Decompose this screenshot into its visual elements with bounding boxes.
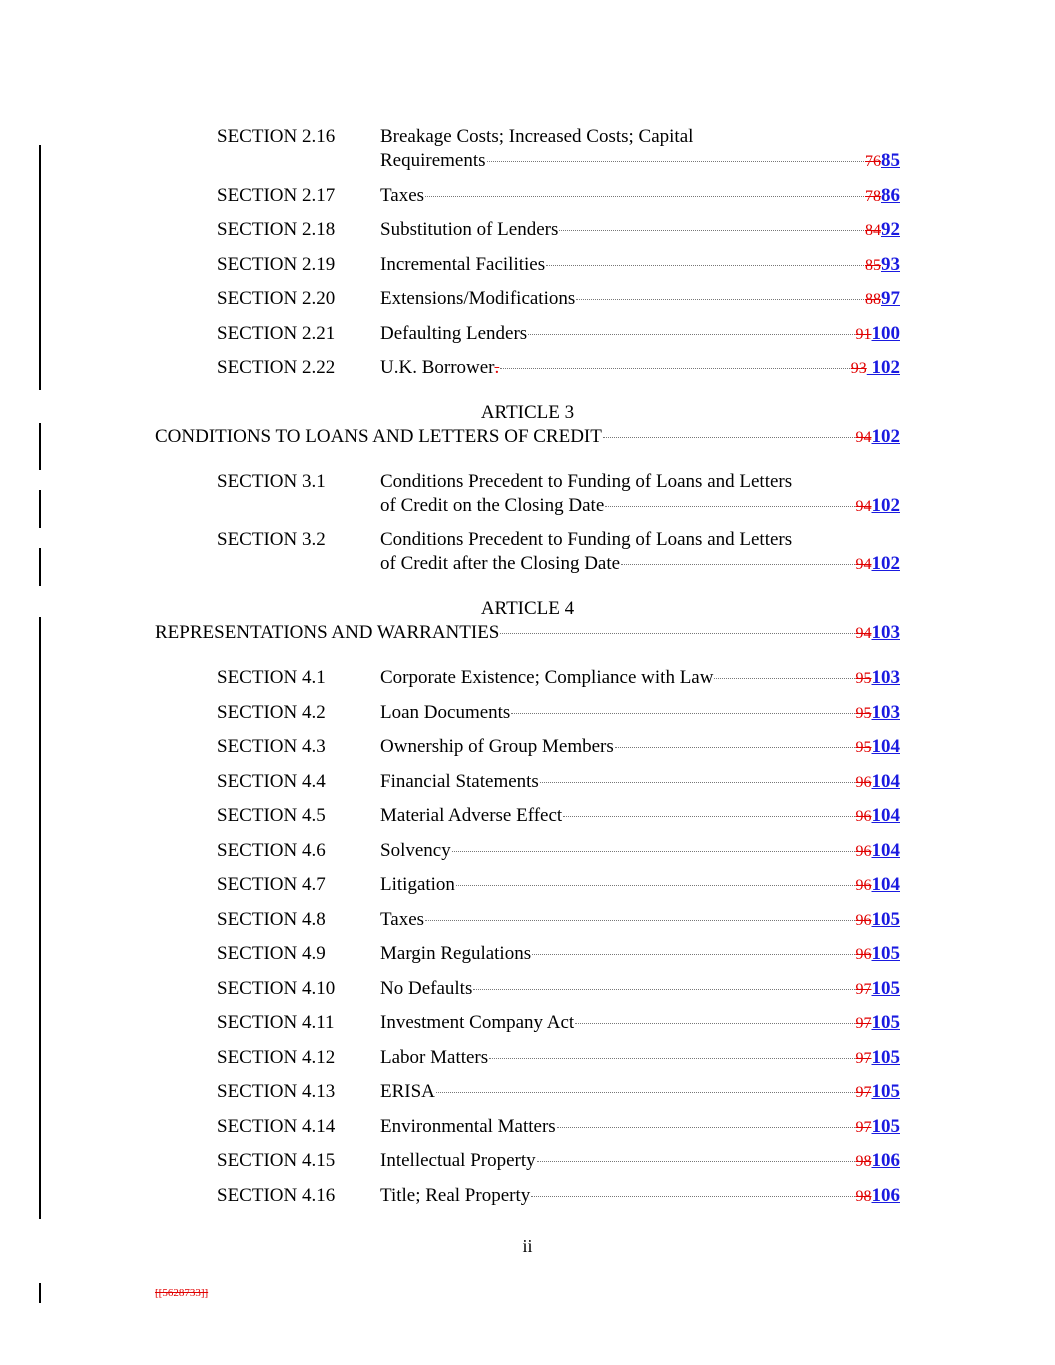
new-page-number: 104	[871, 874, 900, 895]
dot-leader	[425, 196, 864, 197]
toc-entry	[0, 184, 1055, 208]
dot-leader	[500, 368, 849, 369]
section-number: SECTION 4.9	[217, 943, 326, 964]
section-title: Taxes	[380, 185, 425, 206]
section-number: SECTION 2.21	[217, 323, 336, 344]
section-title: No Defaults	[380, 978, 473, 999]
new-page-number: 105	[871, 1081, 900, 1102]
change-bar	[39, 1283, 41, 1303]
dot-leader	[546, 265, 864, 266]
section-title: Ownership of Group Members	[380, 736, 614, 757]
dot-leader	[576, 299, 864, 300]
section-title: Taxes	[380, 909, 425, 930]
section-title-line1: Conditions Precedent to Funding of Loans and Letters	[380, 471, 793, 492]
old-page-number: 94	[855, 556, 872, 573]
document-id: [[5628733]]	[155, 1287, 209, 1299]
section-number: SECTION 2.20	[217, 288, 336, 309]
old-page-number: 84	[865, 222, 881, 239]
section-number: SECTION 4.5	[217, 805, 326, 826]
new-page-number: 105	[871, 1116, 900, 1137]
section-title: Solvency	[380, 840, 451, 861]
dot-leader	[540, 782, 855, 783]
toc-entry	[0, 1184, 1055, 1208]
new-page-number: 102	[871, 495, 900, 516]
old-page-number: 97	[855, 1015, 872, 1032]
toc-entry	[0, 287, 1055, 311]
toc-entry	[0, 908, 1055, 932]
section-title: Investment Company Act	[380, 1012, 575, 1033]
article-number: ARTICLE 3	[480, 402, 575, 423]
section-title-line1: Conditions Precedent to Funding of Loans and Letters	[380, 529, 793, 550]
dot-leader	[615, 747, 855, 748]
section-number: SECTION 3.1	[217, 471, 326, 492]
section-number: SECTION 2.19	[217, 254, 336, 275]
old-page-number: 94	[855, 429, 872, 446]
section-number: SECTION 4.10	[217, 978, 336, 999]
new-page-number: 103	[871, 667, 900, 688]
dot-leader	[489, 1058, 854, 1059]
new-page-number: 106	[871, 1150, 900, 1171]
dot-leader	[603, 437, 855, 438]
section-number: SECTION 4.3	[217, 736, 326, 757]
toc-entry	[0, 977, 1055, 1001]
old-page-number: 93	[850, 360, 867, 377]
toc-entry	[0, 125, 1055, 149]
dot-leader	[456, 885, 855, 886]
toc-entry-continuation	[0, 494, 1055, 518]
new-page-number: 105	[871, 943, 900, 964]
section-number: SECTION 4.8	[217, 909, 326, 930]
toc-entry	[0, 666, 1055, 690]
dot-leader	[557, 1127, 855, 1128]
old-page-number: 96	[855, 843, 872, 860]
old-page-number: 97	[855, 1119, 872, 1136]
new-page-number: 106	[871, 1185, 900, 1206]
article-title-row	[0, 425, 1055, 449]
new-page-number: 104	[871, 771, 900, 792]
section-number: SECTION 2.16	[217, 126, 336, 147]
section-number: SECTION 2.17	[217, 185, 336, 206]
dot-leader	[531, 1196, 854, 1197]
old-page-number: 95	[855, 670, 872, 687]
old-page-number: 94	[855, 498, 872, 515]
old-page-number: 95	[855, 705, 872, 722]
old-page-number: 96	[855, 808, 872, 825]
old-page-number: 96	[855, 946, 872, 963]
toc-entry	[0, 873, 1055, 897]
section-title-line1: Breakage Costs; Increased Costs; Capital	[380, 126, 694, 147]
new-page-number: 104	[871, 805, 900, 826]
old-page-number: 95	[855, 739, 872, 756]
dot-leader	[714, 678, 854, 679]
section-title: Labor Matters	[380, 1047, 489, 1068]
toc-entry	[0, 470, 1055, 494]
section-number: SECTION 4.1	[217, 667, 326, 688]
section-title: Intellectual Property	[380, 1150, 536, 1171]
section-title: Defaulting Lenders	[380, 323, 528, 344]
section-number: SECTION 4.16	[217, 1185, 336, 1206]
toc-entry	[0, 942, 1055, 966]
old-page-number: 88	[865, 291, 881, 308]
old-page-number: 97	[855, 1084, 872, 1101]
section-title: Requirements	[380, 150, 486, 171]
new-page-number: 93	[881, 254, 900, 275]
dot-leader	[559, 230, 864, 231]
article-title-row	[0, 621, 1055, 645]
old-page-number: 94	[855, 625, 872, 642]
old-page-number: 96	[855, 774, 872, 791]
deleted-punctuation: .	[494, 357, 500, 378]
toc-entry	[0, 1115, 1055, 1139]
old-page-number: 76	[865, 153, 881, 170]
toc-entry	[0, 218, 1055, 242]
dot-leader	[528, 334, 854, 335]
new-page-number: 105	[871, 1047, 900, 1068]
section-title: Loan Documents	[380, 702, 511, 723]
section-number: SECTION 4.7	[217, 874, 326, 895]
old-page-number: 96	[855, 877, 872, 894]
new-page-number: 103	[871, 622, 900, 643]
toc-entry	[0, 1149, 1055, 1173]
toc-entry	[0, 770, 1055, 794]
section-title: of Credit after the Closing Date	[380, 553, 621, 574]
new-page-number: 85	[881, 150, 900, 171]
page-number: ii	[522, 1236, 533, 1256]
dot-leader	[436, 1092, 855, 1093]
dot-leader	[621, 564, 854, 565]
section-number: SECTION 4.13	[217, 1081, 336, 1102]
toc-entry	[0, 528, 1055, 552]
toc-entry	[0, 839, 1055, 863]
section-title: Margin Regulations	[380, 943, 532, 964]
section-title: Environmental Matters	[380, 1116, 556, 1137]
toc-entry	[0, 253, 1055, 277]
toc-entry	[0, 1080, 1055, 1104]
old-page-number: 98	[855, 1153, 872, 1170]
new-page-number: 102	[866, 357, 900, 378]
dot-leader	[500, 633, 854, 634]
dot-leader	[473, 989, 854, 990]
section-title: U.K. Borrower	[380, 357, 495, 378]
article-title: REPRESENTATIONS AND WARRANTIES	[155, 622, 500, 643]
toc-entry	[0, 735, 1055, 759]
section-number: SECTION 3.2	[217, 529, 326, 550]
dot-leader	[532, 954, 854, 955]
section-number: SECTION 2.18	[217, 219, 336, 240]
old-page-number: 97	[855, 981, 872, 998]
dot-leader	[605, 506, 854, 507]
dot-leader	[425, 920, 854, 921]
article-heading	[0, 597, 1055, 621]
dot-leader	[537, 1161, 855, 1162]
section-title: Litigation	[380, 874, 455, 895]
toc-entry-continuation	[0, 552, 1055, 576]
section-number: SECTION 2.22	[217, 357, 336, 378]
section-title: Corporate Existence; Compliance with Law	[380, 667, 714, 688]
old-page-number: 97	[855, 1050, 872, 1067]
toc-entry	[0, 701, 1055, 725]
toc-entry	[0, 356, 1055, 380]
section-title: Substitution of Lenders	[380, 219, 559, 240]
new-page-number: 102	[871, 426, 900, 447]
new-page-number: 97	[881, 288, 900, 309]
new-page-number: 105	[871, 1012, 900, 1033]
section-number: SECTION 4.12	[217, 1047, 336, 1068]
new-page-number: 102	[871, 553, 900, 574]
old-page-number: 96	[855, 912, 872, 929]
section-number: SECTION 4.2	[217, 702, 326, 723]
section-title: Financial Statements	[380, 771, 539, 792]
section-title: Title; Real Property	[380, 1185, 531, 1206]
dot-leader	[487, 161, 864, 162]
toc-entry	[0, 1011, 1055, 1035]
dot-leader	[575, 1023, 854, 1024]
article-number: ARTICLE 4	[480, 598, 575, 619]
new-page-number: 105	[871, 978, 900, 999]
section-number: SECTION 4.4	[217, 771, 326, 792]
new-page-number: 92	[881, 219, 900, 240]
toc-entry	[0, 804, 1055, 828]
section-number: SECTION 4.6	[217, 840, 326, 861]
new-page-number: 100	[871, 323, 900, 344]
section-number: SECTION 4.15	[217, 1150, 336, 1171]
new-page-number: 104	[871, 736, 900, 757]
article-title: CONDITIONS TO LOANS AND LETTERS OF CREDIT	[155, 426, 602, 447]
new-page-number: 104	[871, 840, 900, 861]
toc-entry	[0, 1046, 1055, 1070]
toc-entry-continuation	[0, 149, 1055, 173]
old-page-number: 98	[855, 1188, 872, 1205]
dot-leader	[563, 816, 854, 817]
section-title: ERISA	[380, 1081, 435, 1102]
section-number: SECTION 4.11	[217, 1012, 335, 1033]
section-title: Material Adverse Effect	[380, 805, 563, 826]
section-title: Extensions/Modifications	[380, 288, 576, 309]
new-page-number: 103	[871, 702, 900, 723]
toc-entry	[0, 322, 1055, 346]
article-heading	[0, 401, 1055, 425]
new-page-number: 105	[871, 909, 900, 930]
section-title: Incremental Facilities	[380, 254, 546, 275]
old-page-number: 91	[855, 326, 872, 343]
section-number: SECTION 4.14	[217, 1116, 336, 1137]
section-title: of Credit on the Closing Date	[380, 495, 605, 516]
new-page-number: 86	[881, 185, 900, 206]
old-page-number: 85	[865, 257, 881, 274]
dot-leader	[511, 713, 854, 714]
old-page-number: 78	[865, 188, 881, 205]
dot-leader	[452, 851, 855, 852]
